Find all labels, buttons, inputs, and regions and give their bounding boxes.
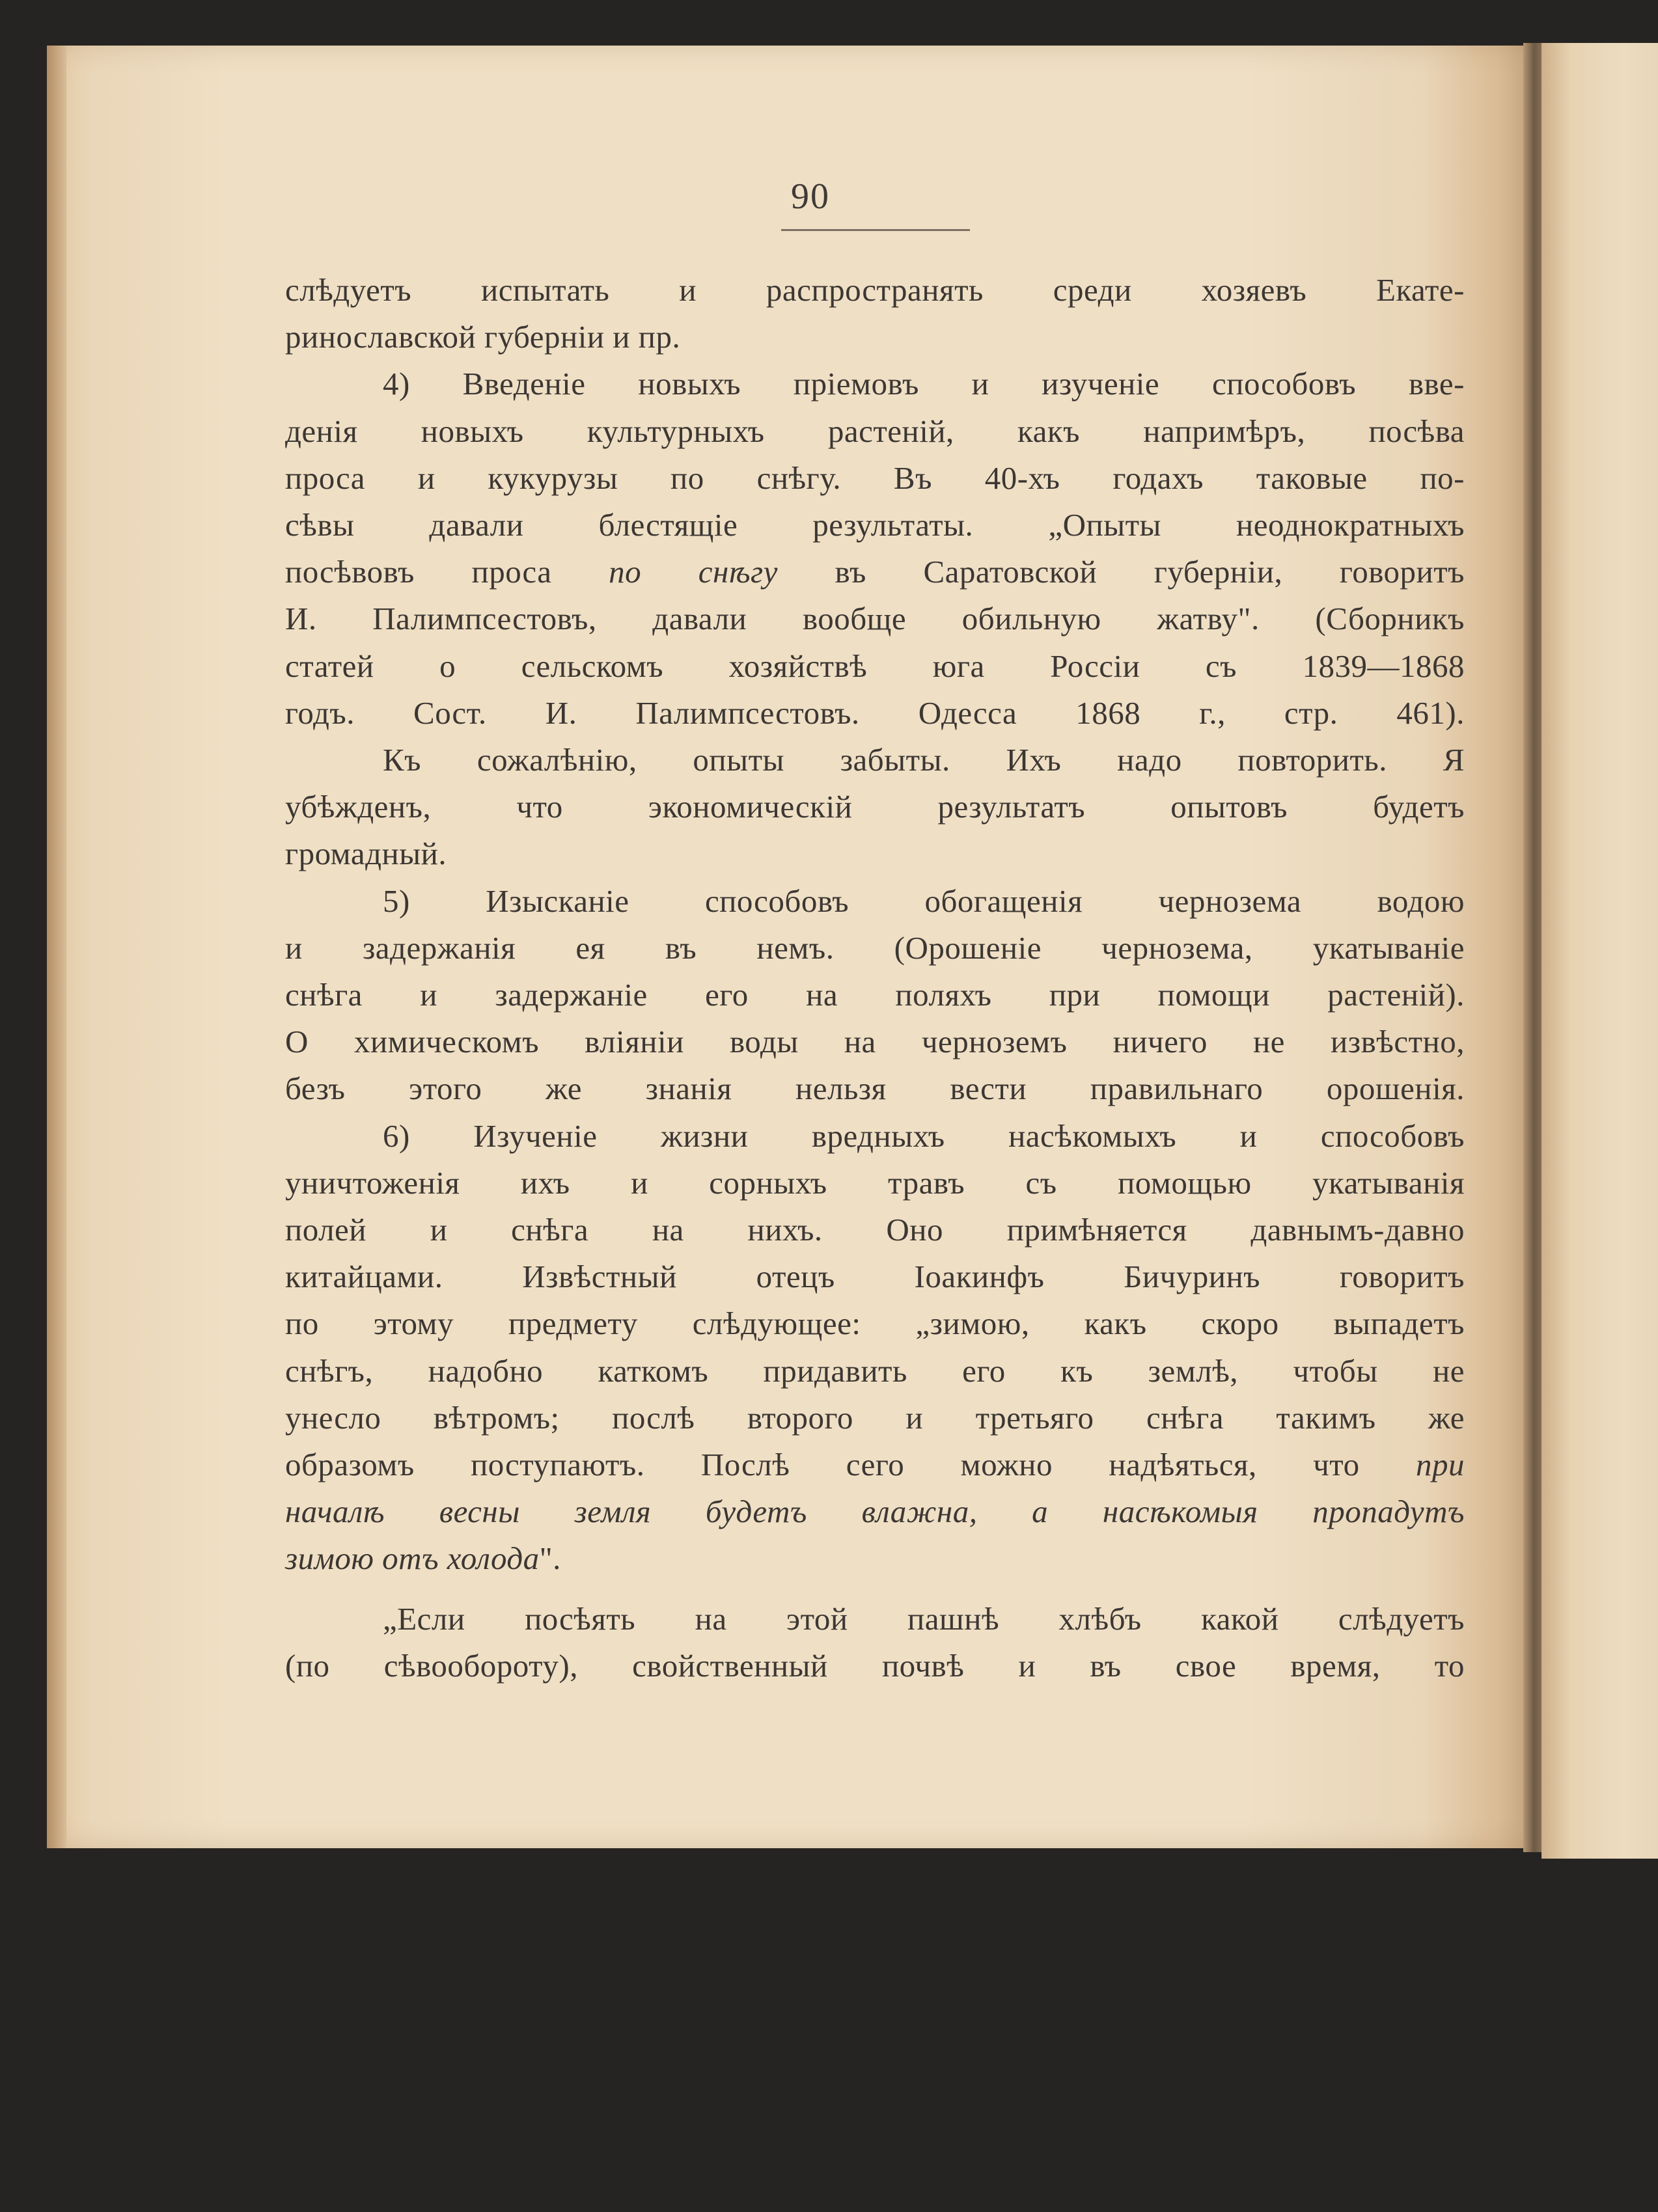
text-line: унесло вѣтромъ; послѣ второго и третьяго снѣга такимъ же (285, 1399, 1465, 1436)
text-line (285, 1535, 1465, 1582)
text-line: сѣвы давали блестящіе результаты. „Опыты неоднократныхъ (285, 507, 1465, 543)
text-line: О химическомъ вліяніи воды на черноземъ ничего не извѣстно, (285, 1024, 1465, 1060)
text-line: полей и снѣга на нихъ. Оно примѣняется давнымъ-давно (285, 1212, 1465, 1248)
text-line: снѣгъ, надобно каткомъ придавить его къ землѣ, чтобы не (285, 1352, 1465, 1389)
text-line: и задержанія ея въ немъ. (Орошеніе чернозема, укатываніе (285, 929, 1465, 966)
italic-span: началѣ весны земля будетъ влажна, а насѣкомыя пропадутъ (285, 1494, 1465, 1530)
text-line: по этому предмету слѣдующее: „зимою, какъ скоро выпадетъ (285, 1305, 1465, 1342)
text-line: И. Палимпсестовъ, давали вообще обильную жатву". (Сборникъ (285, 601, 1465, 637)
text-line: слѣдуетъ испытать и распространять среди хозяевъ Екате- (285, 272, 1465, 308)
page-number: 90 (791, 176, 830, 217)
text-line: проса и кукурузы по снѣгу. Въ 40-хъ годахъ таковые по- (285, 459, 1465, 496)
text-line: уничтоженія ихъ и сорныхъ травъ съ помощью укатыванія (285, 1164, 1465, 1201)
text-line: громадный. (285, 836, 447, 872)
text-line: денія новыхъ культурныхъ растеній, какъ напримѣръ, посѣва (285, 413, 1465, 449)
right-page (1541, 43, 1658, 1859)
text-line (285, 1488, 1465, 1535)
text-line: безъ этого же знанія нельзя вести правильнаго орошенія. (285, 1071, 1465, 1107)
text-line (285, 549, 1465, 595)
book-gutter (1523, 43, 1543, 1852)
text-line: (по сѣвообороту), свойственный почвѣ и въ свое время, то (285, 1647, 1465, 1684)
text-line: Къ сожалѣнію, опыты забыты. Ихъ надо повторить. Я (383, 742, 1465, 778)
text-line: убѣжденъ, что экономическій результатъ опытовъ будетъ (285, 789, 1465, 825)
left-page-edge (47, 46, 66, 1848)
text-span: посѣвовъ проса (285, 554, 609, 590)
italic-span: при (1416, 1447, 1465, 1482)
italic-span: по снѣгу (609, 554, 778, 590)
text-line: годъ. Сост. И. Палимпсестовъ. Одесса 1868 г., стр. 461). (285, 694, 1465, 731)
page-number-rule (781, 229, 970, 231)
italic-span: зимою отъ холода (285, 1540, 540, 1577)
text-line: 4) Введеніе новыхъ пріемовъ и изученіе способовъ вве- (383, 366, 1465, 402)
text-line: китайцами. Извѣстный отецъ Іоакинфъ Бичуринъ говоритъ (285, 1259, 1465, 1295)
text-span: ". (539, 1540, 561, 1577)
text-line: статей о сельскомъ хозяйствѣ юга Россіи съ 1839—1868 (285, 648, 1465, 684)
text-line: ринославской губерніи и пр. (285, 319, 681, 355)
text-line: снѣга и задержаніе его на поляхъ при помощи растеній). (285, 977, 1465, 1013)
text-line: „Если посѣять на этой пашнѣ хлѣбъ какой слѣдуетъ (383, 1600, 1465, 1637)
text-span: образомъ поступаютъ. Послѣ сего можно надѣяться, что (285, 1447, 1416, 1482)
text-line: 6) Изученіе жизни вредныхъ насѣкомыхъ и способовъ (383, 1117, 1465, 1154)
text-line: 5) Изысканіе способовъ обогащенія чернозема водою (383, 882, 1465, 919)
text-line (285, 1441, 1465, 1488)
text-span: въ Саратовской губерніи, говоритъ (777, 554, 1465, 590)
